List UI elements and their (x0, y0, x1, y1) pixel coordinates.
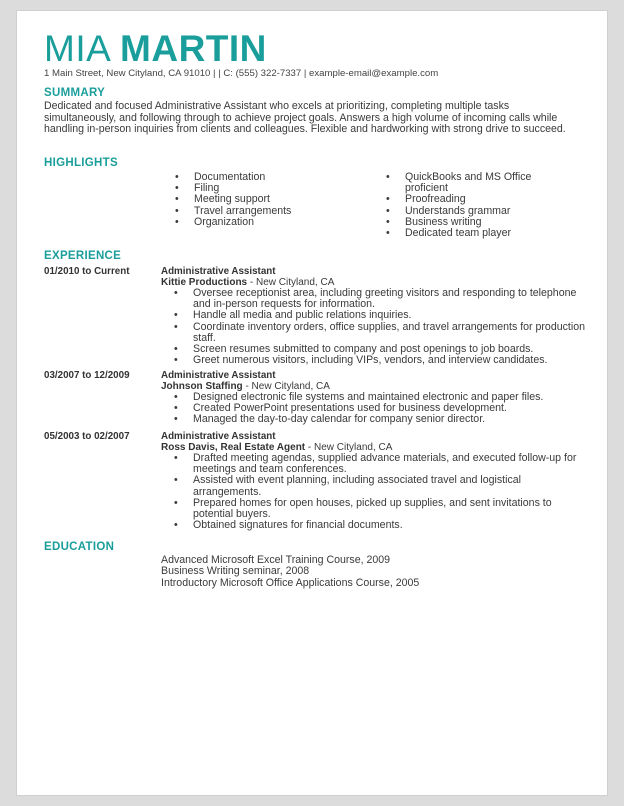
contact-line: 1 Main Street, New Cityland, CA 91010 | | C: (555) 322-7337 | example-email@example.com (44, 68, 439, 79)
company-location: - New Cityland, CA (242, 381, 330, 392)
list-item: • Understands grammar (373, 206, 563, 217)
job-dates: 03/2007 to 12/2009 (44, 370, 130, 381)
summary-heading: SUMMARY (44, 87, 106, 99)
education-item: Advanced Microsoft Excel Training Course, 2009 (161, 554, 391, 566)
company-name: Ross Davis, Real Estate Agent (161, 442, 306, 453)
resume-page (16, 10, 608, 796)
job-title: Administrative Assistant (161, 370, 276, 381)
education-heading: EDUCATION (44, 541, 115, 553)
company-name: Johnson Staffing (161, 381, 243, 392)
candidate-name (44, 29, 267, 69)
list-item: • Obtained signatures for financial documents. (161, 520, 591, 531)
company-name: Kittie Productions (161, 277, 248, 288)
highlights-list-left (162, 172, 342, 228)
first-name: MIA (44, 28, 110, 69)
list-item: • Filing (162, 183, 342, 194)
list-item: • Meeting support (162, 194, 342, 205)
list-item: • Travel arrangements (162, 206, 342, 217)
list-item: • QuickBooks and MS Office proficient (373, 172, 563, 194)
list-item: • Drafted meeting agendas, supplied advance materials, and executed follow-up for meetings and team conferences. (161, 453, 591, 475)
list-item: • Assisted with event planning, including associated travel and logistical arrangements. (161, 475, 591, 497)
experience-heading: EXPERIENCE (44, 250, 122, 262)
job-duties (161, 453, 591, 531)
job-duties (161, 288, 591, 366)
education-list (161, 555, 581, 589)
last-name: MARTIN (120, 28, 267, 69)
list-item: • Documentation (162, 172, 342, 183)
education-item: Business Writing seminar, 2008 (161, 565, 310, 578)
job-entry (161, 431, 591, 531)
job-entry (161, 266, 591, 366)
job-title: Administrative Assistant (161, 431, 276, 442)
list-item: • Managed the day-to-day calendar for company senior director. (161, 414, 591, 425)
summary-text: Dedicated and focused Administrative Assistant who excels at prioritizing, completing multiple tasks simultaneously, and following through to achieve project goals. Answers a high volume of incoming calls while handling in-person inquiries from clients and colleagues. Flexible and hardworking with strong drive to succeed. (44, 100, 566, 136)
list-item: • Handle all media and public relations inquiries. (161, 310, 591, 321)
list-item: • Dedicated team player (373, 228, 563, 239)
list-item: • Created PowerPoint presentations used for business development. (161, 403, 591, 414)
job-entry (161, 370, 591, 426)
education-item: Introductory Microsoft Office Applications Course, 2005 (161, 576, 420, 589)
highlights-heading: HIGHLIGHTS (44, 157, 118, 169)
list-item: • Screen resumes submitted to company and post openings to job boards. (161, 344, 591, 355)
list-item: • Designed electronic file systems and maintained electronic and paper files. (161, 392, 591, 403)
list-item: • Coordinate inventory orders, office supplies, and travel arrangements for production staff. (161, 322, 591, 344)
list-item: • Prepared homes for open houses, picked up supplies, and sent invitations to potential buyers. (161, 498, 591, 520)
company-location: - New Cityland, CA (247, 277, 335, 288)
company-location: - New Cityland, CA (305, 442, 393, 453)
job-dates: 01/2010 to Current (44, 266, 130, 277)
list-item: • Oversee receptionist area, including greeting visitors and responding to telephone and in-person requests for information. (161, 288, 591, 310)
list-item: • Business writing (373, 217, 563, 228)
job-dates: 05/2003 to 02/2007 (44, 431, 130, 442)
highlights-list-right (373, 172, 563, 239)
job-duties (161, 392, 591, 426)
list-item: • Proofreading (373, 194, 563, 205)
list-item: • Organization (162, 217, 342, 228)
list-item: • Greet numerous visitors, including VIPs, vendors, and interview candidates. (161, 355, 591, 366)
job-title: Administrative Assistant (161, 266, 276, 277)
